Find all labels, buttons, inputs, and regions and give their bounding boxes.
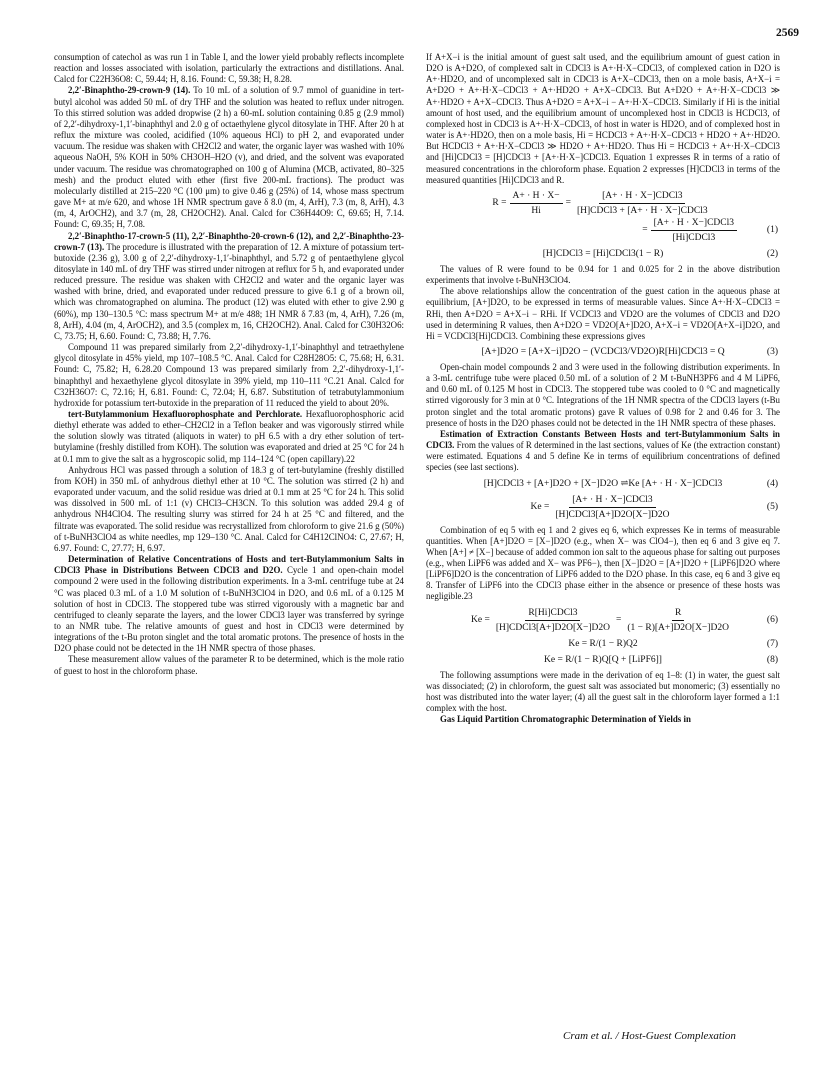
right-column bbox=[426, 52, 780, 725]
paragraph: These measurement allow values of the parameter R to be determined, which is the mole ratio of guest to host in the chloroform phase. bbox=[54, 654, 404, 676]
equation-body: [H]CDCl3 = [Hi]CDCl3(1 − R) bbox=[542, 248, 664, 259]
paragraph: Combination of eq 5 with eq 1 and 2 gives eq 6, which expresses Ke in terms of measurable quantities. When [A+]D2O = [X−]D2O (e.g., when X− was ClO4−), then eq 6 and 3 give eq 7. When [A+] ≠ [X−] because of added common ion salt to the aqueous phase for salting out purposes (e.g., when LiPF6 was added and X− was PF6−), then [X−]D2O = [A+]D2O + [LiPF6]D2O where [LiPF6]D2O is the concentration of LiPF6 added to the D2O phase. In this case, eq 6 and 3 give eq 8. Transfer of LiPF6 into the CDCl3 phase either in the absence or presence of these hosts was negligible.23 bbox=[426, 524, 780, 602]
equation-body: Ke = R/(1 − R)Q[Q + [LiPF6]] bbox=[544, 654, 662, 665]
denominator: [H]CDCl3[A+]D2O[X−]D2O bbox=[495, 622, 611, 633]
page-number: 2569 bbox=[776, 27, 799, 39]
numerator: R bbox=[672, 607, 684, 621]
equation-8 bbox=[426, 654, 780, 666]
denominator: [H]CDCl3 + [A+ · H · X−]CDCl3 bbox=[576, 205, 708, 216]
numerator: [A+ · H · X−]CDCl3 bbox=[651, 217, 737, 231]
equation-body: [H]CDCl3 + [A+]D2O + [X−]D2O ⇌Ke [A+ · H · X−]CDCl3 bbox=[483, 478, 723, 489]
paragraph: consumption of catechol as was run 1 in Table I, and the lower yield probably reflects incomplete reaction and losses associated with isolation, particularly the extractions and distillations. Anal. Calcd for C22H36O8: C, 59.44; H, 8.16. Found: C, 59.38; H, 8.28. bbox=[54, 52, 404, 85]
equation-lhs: R = bbox=[492, 198, 507, 209]
equals-sign: = bbox=[642, 225, 648, 236]
fraction bbox=[651, 217, 737, 244]
equation-5 bbox=[426, 494, 780, 521]
paragraph: If A+X−i is the initial amount of guest salt used, and the equilibrium amount of guest cation in D2O is A+D2O, of complexed salt in CDCl3 is A+·H·X−CDCl3, of complexed cation in D2O is A+·HD2O, and of uncomplexed salt in CDCl3 is A+X−CDCl3, then on a mole basis, A+X−i = A+D2O + A+·H·X−CDCl3 + A+·HD2O + A+X−CDCl3. But A+D2O + A+·H·X−CDCl3 ≫ A+·HD2O + A+X−CDCl3. Thus A+D2O = A+X−i − A+·H·X−CDCl3. Similarly if Hi is the initial amount of host used, and the equilibrium amount of uncomplexed host in CDCl3 is HCDCl3, of complexed host in CDCl3 is A+·H·X−CDCl3, of host in water is HD2O, and of complexed host in water is A+·HD2O, then on a mole basis, Hi = HCDCl3 + A+·H·X−CDCl3 + HD2O + A+·HD2O. But HCDCl3 + A+·H·X−CDCl3 ≫ HD2O + A+·HD2O. Thus Hi = HCDCl3 + A+·H·X−CDCl3 and [Hi]CDCl3 = [H]CDCl3 + [A+·H·X−]CDCl3. Equation 1 expresses R in terms of a ratio of measured concentrations in the chloroform phase. Equation 2 expresses [H]CDCl3 in terms of the measured quantities [Hi]CDCl3 and R. bbox=[426, 52, 780, 185]
denominator: [Hi]CDCl3 bbox=[672, 232, 716, 243]
paragraph bbox=[54, 409, 404, 465]
equation-number: (4) bbox=[766, 478, 778, 489]
section-heading: tert-Butylammonium Hexafluorophosphate and Perchlorate. bbox=[68, 409, 303, 419]
numerator: [A+ · H · X−]CDCl3 bbox=[599, 190, 685, 204]
numerator: [A+ · H · X−]CDCl3 bbox=[569, 494, 655, 508]
equation-number: (5) bbox=[766, 502, 778, 513]
equation-4 bbox=[426, 478, 780, 490]
equation-number: (7) bbox=[766, 638, 778, 649]
section-heading: Gas Liquid Partition Chromatographic Determination of Yields in bbox=[440, 714, 691, 725]
equals-sign: = bbox=[616, 615, 622, 626]
paragraph: Anhydrous HCl was passed through a solution of 18.3 g of tert-butylamine (freshly distilled from KOH) in 350 mL of anhydrous diethyl ether at 10 °C. The solution was stirred (2 h) and evaporated under vacuum, and the solid residue was dried at 0.1 mm at 25 °C for 24 h. This solid was dissolved in 500 mL of 1:1 (v) CHCl3–CH3CN. To this solution was added 29.4 g of anhydrous NH4ClO4. The resulting slurry was stirred for 24 h at 25 °C and filtered, and the filtrate was evaporated. The solid residue was recrystallized from chloroform to give 21.6 g (50%) of t-BuNH3ClO4 as white needles, mp 129–130 °C. Anal. Calcd for C4H12ClNO4: C, 27.67; H, 6.97. Found: C, 27.77; H, 6.97. bbox=[54, 464, 404, 553]
paragraph: The values of R were found to be 0.94 for 1 and 0.025 for 2 in the above distribution experiments that involve t-BuNH3ClO4. bbox=[426, 263, 780, 286]
paragraph-text: Cycle 1 and open-chain model compound 2 were used in the following distribution experiments. In a 3-mL centrifuge tube at 24 °C was placed 0.3 mL of a 1.0 M solution of t-BuNH3ClO4 in D2O, and 0.6 mL of a 0.125 M solution of host in CDCl3. The stoppered tube was stirred vigorously with a magnetic bar and centrifuged to cleanly separate the layers, and the lower CDCl3 layer was transferred by syringe to an NMR tube. The relative amounts of guest and host in CDCl3 were determined by integrations of the t-Bu proton singlet and the total aromatic protons. The presence of hosts in the D2O phase could not be detected in the 1H NMR spectra of those phases. bbox=[54, 565, 404, 654]
section-heading: 2,2′-Binaphtho-17-crown-5 (11), 2,2′-Binaphtho-20-crown-6 (12), and 2,2′-Binaphtho-23-crown-7 (13). bbox=[54, 230, 404, 252]
left-column bbox=[54, 52, 404, 677]
denominator: (1 − R)[A+]D2O[X−]D2O bbox=[627, 622, 729, 633]
paragraph bbox=[54, 85, 404, 230]
equation-body: [A+]D2O = [A+X−i]D2O − (VCDCl3/VD2O)R[Hi]CDCl3 = Q bbox=[481, 346, 725, 357]
paragraph: The following assumptions were made in the derivation of eq 1–8: (1) in water, the guest salt was dissociated; (2) in chloroform, the guest salt was associated but monomeric; (3) essentially no host was distributed into the water layer; (4) all the guest salt in the chloroform layer formed a 1:1 complex with the host. bbox=[426, 669, 780, 714]
equals-sign: = bbox=[565, 198, 571, 209]
paragraph bbox=[426, 714, 780, 725]
equation-2 bbox=[426, 248, 780, 260]
paragraph-text: From the values of R determined in the last sections, values of Ke (the extraction constant) were estimated. Equations 4 and 5 define Ke in terms of equilibrium concentrations of defined species (see last sections). bbox=[426, 440, 780, 473]
paragraph-text: Hexafluorophosphoric acid diethyl etherate was added to ether–CH2Cl2 in a Teflon beaker and was vigorously stirred while the solution slowly was titrated (aliquots in water) to pH 6.5 with a dry ether solution of tert-butylamine (freshly distilled from KOH). The solution was evaporated and dried at 25 °C for 24 h at 0.1 mm to give the salt as a hygroscopic solid, mp 114–124 °C (open capillary).22 bbox=[54, 409, 404, 464]
equation-number: (6) bbox=[766, 615, 778, 626]
paragraph-text: To 10 mL of a solution of 9.7 mmol of guanidine in tert-butyl alcohol was added 50 mL of dry THF and the solution was heated to reflux under nitrogen. To this stirred solution was added dropwise (2 h) a 60-mL solution containing 0.85 g (2.9 mmol) of 2,2′-dihydroxy-1,1′-binaphthyl and 2.0 g of octaethylene glycol ditosylate in THF. After 20 h at reflux the mixture was cooled, acidified (10% aqueous HCl) to pH 2, and evaporated under vacuum. The residue was shaken with CH2Cl2 and water, the organic layer was washed with 10% aqueous NaOH, 5% KOH in 50% CH3OH–H2O (v), and dried, and the solvent was evaporated under vacuum. The residue was chromatographed on 100 g of Alumina (MCB, activated, 80–325 mesh) and the product eluted with ether (first five 200-mL fractions). The product was molecularly distilled at 215–220 °C (100 μm) to give 0.46 g (25%) of 14, whose mass spectrum gave M+ at m/e 620, and whose 1H NMR spectrum gave δ 8.0 (m, 4, ArH), 7.3 (m, 8, ArH), 4.3 (m, 4, ArOCH2), and 3.7 (m, 28, CH2OCH2). Anal. Calcd for C36H44O9: C, 69.65; H, 7.14. Found: C, 69.35; H, 7.08. bbox=[54, 85, 404, 230]
paragraph: Open-chain model compounds 2 and 3 were used in the following distribution experiments. In a 3-mL centrifuge tube were placed 0.50 mL of a solution of 2 M t-BuNH3PF6 and 4 M LiPF6, and 0.60 mL of 0.125 M host in CDCl3. The stoppered tube was cooled to 0 °C and magnetically stirred vigorously for 3 min at 0 °C. Integrations of the 1H NMR spectra of the CDCl3 layers (t-Bu proton singlet and the total aromatic protons) gave R values of 0.98 for 2 and 0.46 for 3. The presence of hosts in the D2O phases could not be detected in the 1H NMR spectra of these phases. bbox=[426, 361, 780, 428]
denominator: Hi bbox=[531, 205, 541, 216]
paragraph: Compound 11 was prepared similarly from 2,2′-dihydroxy-1,1′-binaphthyl and tetraethylene glycol ditosylate in 45% yield, mp 107–108.5 °C. Anal. Calcd for C28H28O5: C, 75.68; H, 6.31. Found: C, 75.82; H, 6.28.20 Compound 13 was prepared similarly from 2,2′-dihydroxy-1,1′-binaphthyl and hexaethylene glycol ditosylate in 39% yield, mp 110–111 °C.21 Anal. Calcd for C32H36O7: C, 72.16; H, 6.81. Found: C, 72.04; H, 6.87. Substitution of tetrabutylammonium hydroxide for potassium tert-butoxide in the preparation of 11 reduced the yield to about 20%. bbox=[54, 342, 404, 408]
numerator: A+ · H · X− bbox=[510, 190, 563, 204]
fraction bbox=[574, 190, 711, 217]
equation-number: (8) bbox=[766, 654, 778, 665]
equation-number: (1) bbox=[766, 225, 778, 236]
fraction bbox=[552, 494, 672, 521]
section-heading: Determination of Relative Concentrations of Hosts and tert-Butylammonium Salts in CDCl3 Phase in Distributions Between CDCl3 and D2O. bbox=[54, 554, 404, 576]
paragraph-text: The procedure is illustrated with the preparation of 12. A mixture of potassium tert-butoxide (2.36 g), 3.00 g of 2,2′-dihydroxy-1,1′-binaphthyl, and 5.72 g of pentaethylene glycol ditosylate in 140 mL of dry THF was stirred under nitrogen at reflux for 5 h, and evaporated under reduced pressure. The residue was shaken with CH2Cl2 and water and the organic layer was washed with brine, dried, and evaporated under reduced pressure to give 6.1 g of a brown oil, which was chromatographed on alumina. The product (12) was eluted with ether to give 2.90 g (60%), mp 130–130.5 °C: mass spectrum M+ at m/e 488; 1H NMR δ 7.83 (m, 4, ArH), 7.26 (m, 8, ArH), 4.04 (m, 4, ArOCH2), and 3.5 (complex m, 16, CH2OCH2). Anal. Calcd for C30H32O6: C, 73.75; H, 6.60. Found: C, 73.88; H, 7.76. bbox=[54, 241, 404, 341]
equation-lhs: Ke = bbox=[530, 502, 550, 513]
section-heading: 2,2′-Binaphtho-29-crown-9 (14). bbox=[68, 85, 191, 96]
equation-body: Ke = R/(1 − R)Q2 bbox=[568, 638, 638, 649]
equation-number: (2) bbox=[766, 248, 778, 259]
numerator: R[Hi]CDCl3 bbox=[525, 607, 580, 621]
equation-3 bbox=[426, 346, 780, 358]
running-footer: Cram et al. / Host-Guest Complexation bbox=[563, 1030, 736, 1042]
fraction bbox=[510, 190, 563, 217]
paragraph: The above relationships allow the concentration of the guest cation in the aqueous phase at equilibrium, [A+]D2O, to be expressed in terms of measurable values. Since A+·H·X−CDCl3 = RHi, then A+D2O = A+X−i − RHi. If VCDCl3 and VD2O are the volumes of CDCl3 and D2O used in determining R values, then A+D2O = VD2O[A+]D2O, A+X−i = VD2O[A+X−i]D2O, and Hi = VCDCl3[Hi]CDCl3. Combining these expressions gives bbox=[426, 286, 780, 341]
paragraph bbox=[54, 231, 404, 343]
paragraph bbox=[54, 554, 404, 654]
fraction bbox=[493, 607, 613, 634]
equation-number: (3) bbox=[766, 346, 778, 357]
equation-lhs: Ke = bbox=[471, 615, 490, 626]
equation-6 bbox=[426, 607, 780, 634]
section-heading: Estimation of Extraction Constants Between Hosts and tert-Butylammonium Salts in CDCl3. bbox=[426, 428, 780, 451]
fraction bbox=[624, 607, 732, 634]
paragraph bbox=[426, 429, 780, 474]
equation-7 bbox=[426, 638, 780, 650]
equation-1 bbox=[426, 190, 780, 244]
denominator: [H]CDCl3[A+]D2O[X−]D2O bbox=[555, 509, 670, 520]
